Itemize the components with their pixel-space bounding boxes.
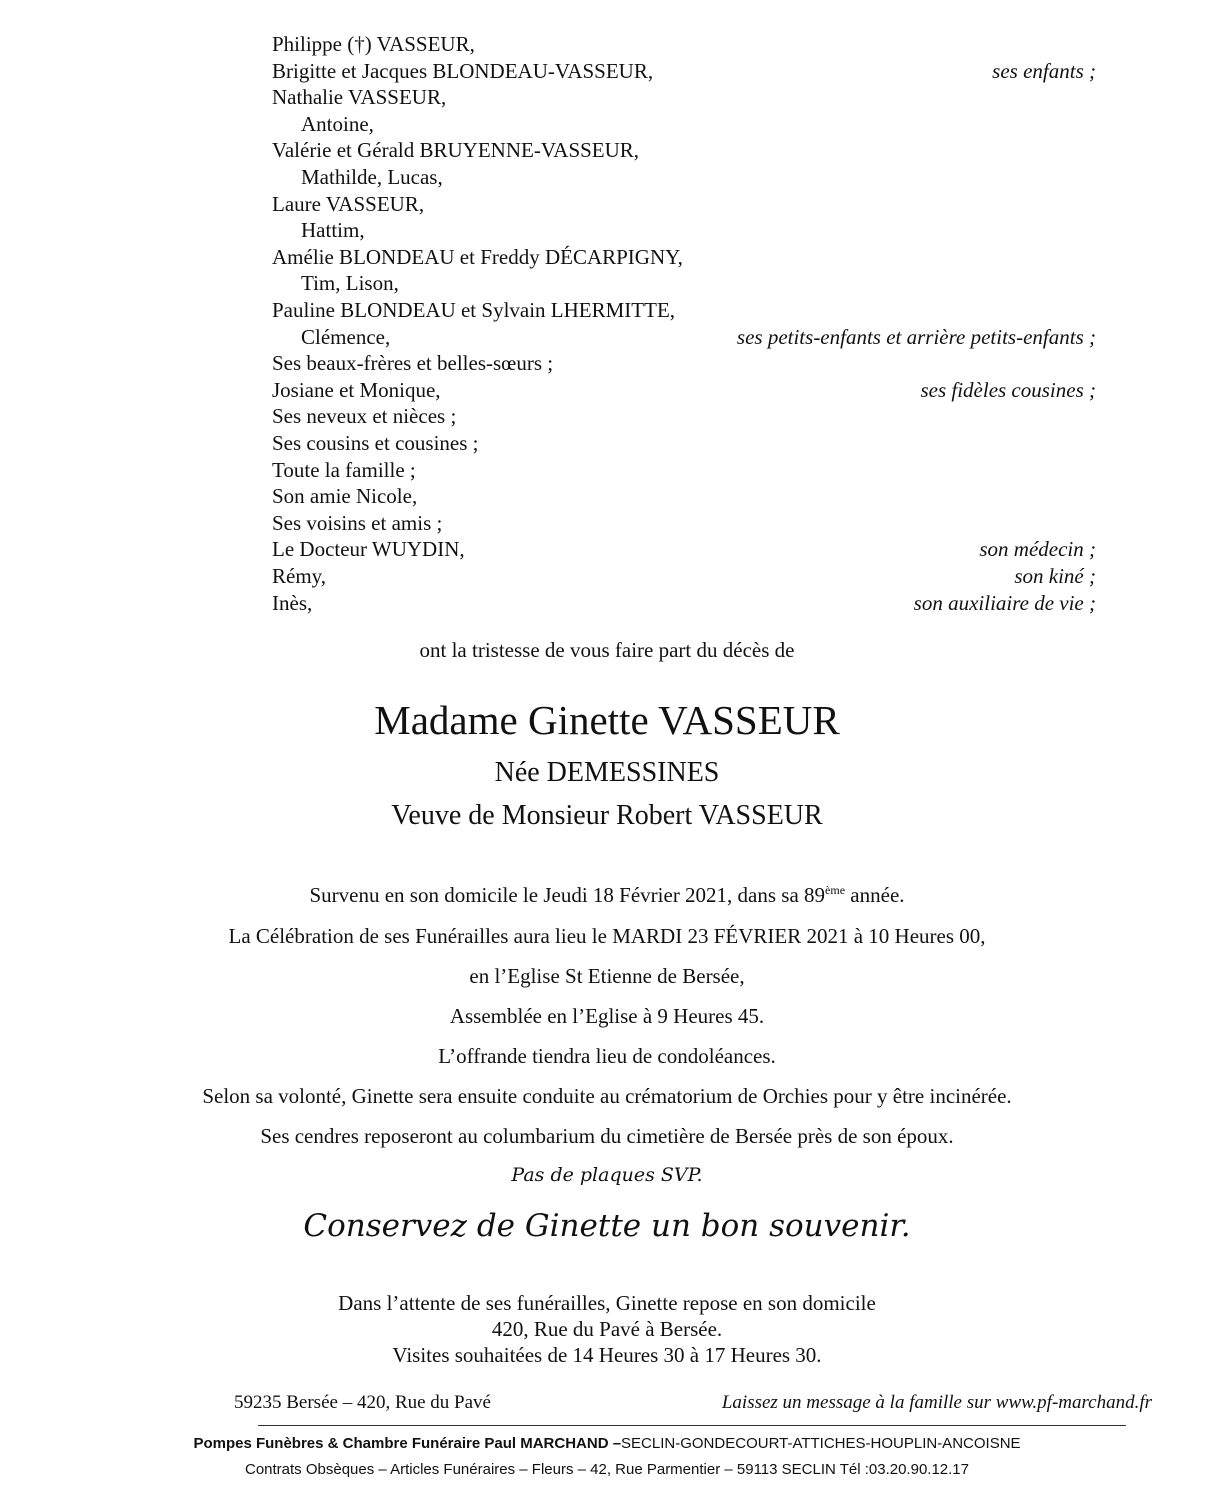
deceased-name: Madame Ginette VASSEUR	[374, 697, 840, 743]
footer-message: Laissez un message à la famille sur www.pf-marchand.fr	[721, 1392, 1152, 1413]
company-name: Pompes Funèbres & Chambre Funéraire Paul MARCHAND –	[193, 1435, 622, 1452]
family-member: Antoine,	[301, 111, 374, 136]
family-member: Philippe (†) VASSEUR,	[272, 32, 475, 56]
family-member: Tim, Lison,	[301, 271, 399, 296]
family-role: son médecin ;	[979, 537, 1096, 562]
family-member: Ses beaux-frères et belles-sœurs ;	[272, 351, 554, 376]
family-member: Le Docteur WUYDIN,	[272, 537, 465, 562]
family-member: Josiane et Monique,	[272, 377, 441, 402]
family-member: Valérie et Gérald BRUYENNE-VASSEUR,	[272, 138, 640, 163]
death-date-end: année.	[845, 883, 905, 907]
family-member: Clémence,	[301, 324, 391, 349]
rest-line-1: Dans l’attente de ses funérailles, Ginette repose en son domicile	[338, 1291, 876, 1315]
family-member: Amélie BLONDEAU et Freddy DÉCARPIGNY,	[272, 244, 683, 269]
death-date-line	[0, 883, 1214, 908]
family-member: Laure VASSEUR,	[272, 191, 425, 216]
church-line: en l’Eglise St Etienne de Bersée,	[469, 964, 745, 988]
cremation-line: Selon sa volonté, Ginette sera ensuite conduite au crématorium de Orchies pour y être incinérée.	[202, 1084, 1012, 1108]
family-member: Inès,	[272, 590, 313, 615]
rest-line-2: 420, Rue du Pavé à Bersée.	[491, 1317, 723, 1341]
assembly-line: Assemblée en l’Eglise à 9 Heures 45.	[449, 1004, 765, 1028]
family-member: Pauline BLONDEAU et Sylvain LHERMITTE,	[272, 298, 676, 322]
family-member: Ses voisins et amis ;	[272, 510, 443, 535]
family-member: Ses cousins et cousines ;	[272, 431, 479, 455]
rest-line-3: Visites souhaitées de 14 Heures 30 à 17 Heures 30.	[392, 1343, 822, 1367]
family-member: Brigitte et Jacques BLONDEAU-VASSEUR,	[272, 58, 654, 83]
no-plaques-note: Pas de plaques SVP.	[511, 1164, 703, 1186]
ceremony-line: La Célébration de ses Funérailles aura lieu le MARDI 23 FÉVRIER 2021 à 10 Heures 00,	[228, 924, 986, 948]
footer-divider	[258, 1425, 1126, 1426]
family-role: ses fidèles cousines ;	[920, 377, 1096, 402]
family-member: Nathalie VASSEUR,	[272, 85, 447, 110]
death-date-text: Survenu en son domicile le Jeudi 18 Février 2021, dans sa 89	[309, 883, 826, 907]
widow-of: Veuve de Monsieur Robert VASSEUR	[391, 800, 823, 831]
family-member: Mathilde, Lucas,	[301, 165, 443, 189]
family-member: Son amie Nicole,	[272, 484, 418, 509]
family-member: Rémy,	[272, 564, 327, 588]
announcement-text: ont la tristesse de vous faire part du décès de	[419, 638, 795, 662]
footer-address: 59235 Bersée – 420, Rue du Pavé	[234, 1392, 491, 1413]
offering-line: L’offrande tiendra lieu de condoléances.	[438, 1044, 776, 1068]
maiden-name: Née DEMESSINES	[494, 757, 720, 788]
family-role: son kiné ;	[1014, 564, 1096, 588]
family-role: ses petits-enfants et arrière petits-enfants ;	[736, 324, 1096, 349]
family-member: Hattim,	[301, 218, 365, 243]
family-role: son auxiliaire de vie ;	[913, 590, 1096, 615]
family-member: Toute la famille ;	[272, 457, 416, 482]
family-member: Ses neveux et nièces ;	[272, 404, 457, 429]
company-locations: SECLIN-GONDECOURT-ATTICHES-HOUPLIN-ANCOISNE	[621, 1435, 1021, 1452]
family-role: ses enfants ;	[992, 58, 1096, 83]
ordinal-suffix: ème	[825, 883, 846, 897]
memory-quote: Conservez de Ginette un bon souvenir.	[303, 1208, 911, 1244]
ashes-line: Ses cendres reposeront au columbarium du cimetière de Bersée près de son époux.	[260, 1124, 954, 1148]
contracts-line: Contrats Obsèques – Articles Funéraires – Fleurs – 42, Rue Parmentier – 59113 SECLIN Tél :03.20.90.12.17	[244, 1461, 969, 1478]
company-line	[0, 1435, 1214, 1452]
